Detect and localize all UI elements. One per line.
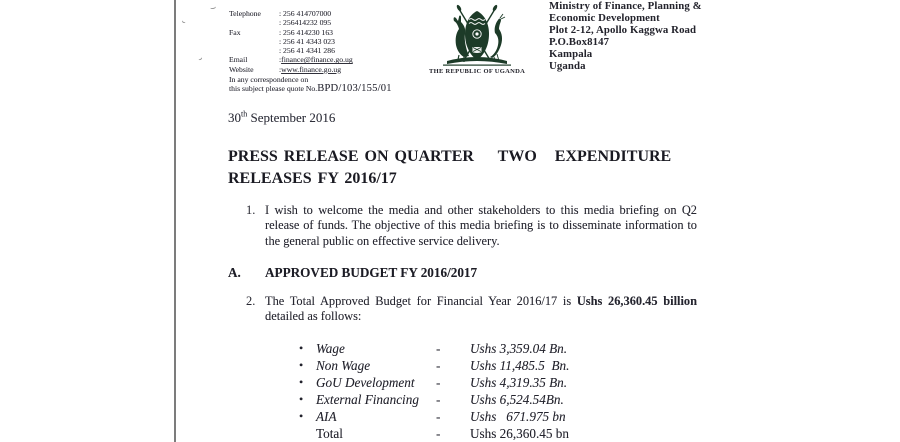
address-line: Plot 2-12, Apollo Kaggwa Road [549, 23, 697, 36]
paragraph-2-text [265, 294, 697, 325]
email-colon: : [279, 55, 282, 65]
bullet-icon: • [299, 341, 304, 355]
paragraph-1-number: 1. [246, 203, 256, 217]
paragraph-2-tail: detailed as follows: [265, 309, 362, 324]
category-name: AIA [316, 409, 337, 424]
correspondence-note-line1: In any correspondence on [229, 75, 309, 85]
address-line: Kampala [549, 47, 593, 60]
contact-value: : 256414232 095 [279, 18, 332, 28]
emblem-caption: THE REPUBLIC OF UGANDA [429, 68, 526, 75]
contact-value: : 256 414230 163 [279, 27, 334, 37]
category-amount: Ushs 11,485.5 Bn. [470, 358, 570, 373]
contact-label [229, 37, 279, 46]
dash-separator: - [436, 341, 441, 356]
contact-row [229, 37, 449, 46]
breakdown-row-non-wage [299, 357, 569, 374]
contact-label [229, 18, 279, 27]
bullet-icon: • [299, 375, 304, 389]
contact-value: : 256 414707000 [279, 9, 332, 18]
paragraph-2-number: 2. [246, 294, 256, 308]
dash-separator: - [436, 375, 441, 390]
total-budget-amount: Ushs 26,360.45 billion [576, 294, 697, 308]
contact-label: Fax [229, 27, 241, 37]
contact-row-website [229, 65, 449, 74]
scan-speck [197, 55, 202, 60]
bullet-icon: • [299, 409, 304, 423]
contact-row [229, 46, 449, 55]
contact-row [229, 18, 449, 27]
section-heading-text: APPROVED BUDGET FY 2016/2017 [265, 265, 478, 280]
coat-of-arms-icon [430, 3, 524, 67]
contact-row [229, 28, 449, 37]
category-name: GoU Development [316, 375, 415, 390]
budget-breakdown-list [299, 340, 569, 442]
breakdown-row-external-financing [299, 391, 569, 408]
address-line: Economic Development [549, 11, 660, 24]
category-name: Wage [316, 341, 345, 356]
paragraph-1-text: I wish to welcome the media and other stakeholders to this media briefing on Q2 release of funds. The objective of this media briefing is to disseminate information to the general public on effective service delivery. [265, 203, 697, 248]
email-address: finance@finance.go.ug [281, 55, 353, 65]
bullet-placeholder [299, 425, 316, 442]
document-date [228, 110, 335, 126]
quote-instruction: this subject please quote No. [229, 84, 318, 94]
total-amount: Ushs 26,360.45 bn [470, 426, 569, 441]
website-address: www.finance.go.ug [281, 64, 342, 74]
press-release-title [228, 146, 703, 189]
contact-block [229, 9, 449, 94]
scan-speck [210, 4, 217, 9]
paragraph-1 [246, 203, 697, 249]
contact-label [229, 46, 279, 55]
title-line1: PRESS RELEASE ON QUARTER TWO EXPENDITURE [228, 148, 672, 165]
breakdown-row-wage [299, 340, 569, 357]
date-ordinal: th [241, 109, 248, 119]
bullet-icon: • [299, 358, 304, 372]
dash-separator: - [436, 392, 441, 407]
website-label: Website [229, 64, 254, 74]
email-label: Email [229, 55, 248, 65]
address-line: Uganda [549, 59, 586, 72]
ministry-address-block [549, 1, 702, 72]
dash-separator: - [436, 426, 441, 441]
contact-row [229, 9, 449, 18]
category-amount: Ushs 3,359.04 Bn. [470, 341, 568, 356]
address-line: Ministry of Finance, Planning & [549, 0, 702, 12]
website-colon: : [279, 64, 282, 74]
section-a-heading [228, 265, 477, 281]
contact-value: : 256 41 4343 023 [279, 36, 335, 46]
paragraph-2 [246, 294, 697, 325]
breakdown-row-gou-development [299, 374, 569, 391]
paragraph-2-lead: The Total Approved Budget for Financial Year 2016/17 is [265, 294, 577, 308]
category-amount: Ushs 4,319.35 Bn. [470, 375, 568, 390]
scan-speck [181, 18, 186, 23]
reference-number: BPD/103/155/01 [317, 83, 392, 95]
bullet-icon: • [299, 392, 304, 406]
total-label: Total [316, 426, 343, 441]
date-day: 30 [228, 110, 241, 125]
category-name: Non Wage [316, 358, 371, 373]
contact-label: Telephone [229, 9, 261, 18]
date-month-year: September 2016 [247, 110, 336, 125]
contact-value: : 256 41 4341 286 [279, 46, 335, 56]
breakdown-row-aia [299, 408, 569, 425]
dash-separator: - [436, 358, 441, 373]
address-line: P.O.Box8147 [549, 35, 610, 48]
category-amount: Ushs 6,524.54Bn. [470, 392, 564, 407]
correspondence-note-line2 [229, 84, 449, 93]
contact-row-email [229, 55, 449, 64]
scan-edge-line [174, 0, 176, 442]
uganda-coat-of-arms [429, 3, 525, 75]
dash-separator: - [436, 409, 441, 424]
breakdown-row-total [299, 425, 569, 442]
title-line2: RELEASES FY 2016/17 [228, 169, 397, 187]
section-letter: A. [228, 265, 241, 280]
category-name: External Financing [316, 392, 419, 407]
category-amount: Ushs 671.975 bn [470, 409, 566, 424]
